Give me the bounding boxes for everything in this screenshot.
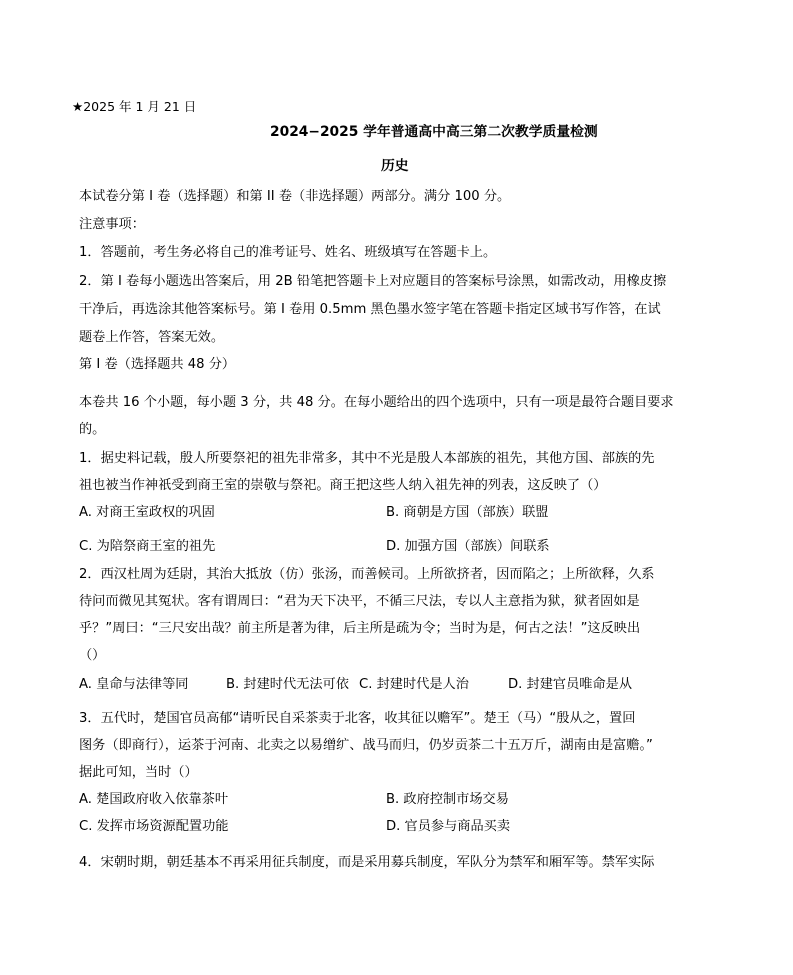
question-3-option-d: D. 官员参与商品买卖 — [386, 819, 511, 834]
subject-title: 历史 — [381, 158, 409, 174]
question-2-line-1: 2．西汉杜周为廷尉，其治大抵放（仿）张汤，而善候司。上所欲挤者，因而陷之；上所欲释，久系 — [79, 567, 655, 582]
notice-item-2-line-2: 干净后，再选涂其他答案标号。第 I 卷用 0.5mm 黑色墨水签字笔在答题卡指定区域书写作答，在试 — [79, 302, 661, 317]
notice-item-2-line-3: 题卷上作答，答案无效。 — [79, 330, 225, 345]
question-3-option-b: B. 政府控制市场交易 — [386, 792, 509, 807]
question-3-line-1: 3．五代时，楚国官员高郁“请听民自采茶卖于北客，收其征以赡军”。楚王（马）“殷从之，置回 — [79, 711, 636, 726]
question-3-option-a: A. 楚国政府收入依靠茶叶 — [79, 792, 229, 807]
question-2-option-b: B. 封建时代无法可依 — [226, 677, 349, 692]
question-2-line-2: 待问而微见其冤状。客有谓周曰：“君为天下决平，不循三尺法，专以人主意指为狱，狱者固如是 — [79, 594, 640, 609]
section-desc-line-1: 本卷共 16 个小题，每小题 3 分，共 48 分。在每小题给出的四个选项中，只有一项是最符合题目要求 — [79, 395, 674, 410]
question-1-option-a: A. 对商王室政权的巩固 — [79, 505, 215, 520]
question-1-option-b: B. 商朝是方国（部族）联盟 — [386, 505, 549, 520]
question-1-option-c: C. 为陪祭商王室的祖先 — [79, 539, 216, 554]
notice-item-2-line-1: 2．第 I 卷每小题选出答案后，用 2B 铅笔把答题卡上对应题目的答案标号涂黑，如需改动，用橡皮擦 — [79, 274, 667, 289]
section-heading: 第 I 卷（选择题共 48 分） — [79, 357, 236, 372]
question-2-option-d: D. 封建官员唯命是从 — [508, 677, 633, 692]
exam-date: ★2025 年 1 月 21 日 — [72, 99, 197, 114]
question-3-option-c: C. 发挥市场资源配置功能 — [79, 819, 229, 834]
question-1-line-1: 1．据史料记载，殷人所要祭祀的祖先非常多，其中不光是殷人本部族的祖先，其他方国、部族的先 — [79, 451, 655, 466]
question-3-line-2: 图务（即商行），运茶于河南、北卖之以易缯纩、战马而归，仍岁贡茶二十五万斤，湖南由是富赡。” — [79, 738, 653, 753]
section-desc-line-2: 的。 — [79, 422, 106, 437]
intro-line: 本试卷分第 I 卷（选择题）和第 II 卷（非选择题）两部分。满分 100 分。 — [79, 189, 511, 204]
question-1-option-d: D. 加强方国（部族）间联系 — [386, 539, 550, 554]
question-2-option-c: C. 封建时代是人治 — [359, 677, 469, 692]
question-1-line-2: 祖也被当作神祇受到商王室的崇敬与祭祀。商王把这些人纳入祖先神的列表，这反映了（） — [79, 478, 607, 493]
question-2-line-3: 乎？”周曰：“三尺安出哉？前主所是著为律，后主所是疏为令；当时为是，何古之法！”这反映出 — [79, 621, 641, 636]
question-4-line-1: 4．宋朝时期，朝廷基本不再采用征兵制度，而是采用募兵制度，军队分为禁军和厢军等。禁军实际 — [79, 855, 655, 870]
question-3-line-3: 据此可知，当时（） — [79, 765, 198, 780]
question-2-line-4: （） — [79, 648, 106, 663]
notice-title: 注意事项： — [79, 217, 145, 232]
notice-item-1: 1．答题前，考生务必将自己的准考证号、姓名、班级填写在答题卡上。 — [79, 245, 497, 260]
exam-title: 2024−2025 学年普通高中高三第二次教学质量检测 — [270, 124, 598, 140]
question-2-option-a: A. 皇命与法律等同 — [79, 677, 189, 692]
